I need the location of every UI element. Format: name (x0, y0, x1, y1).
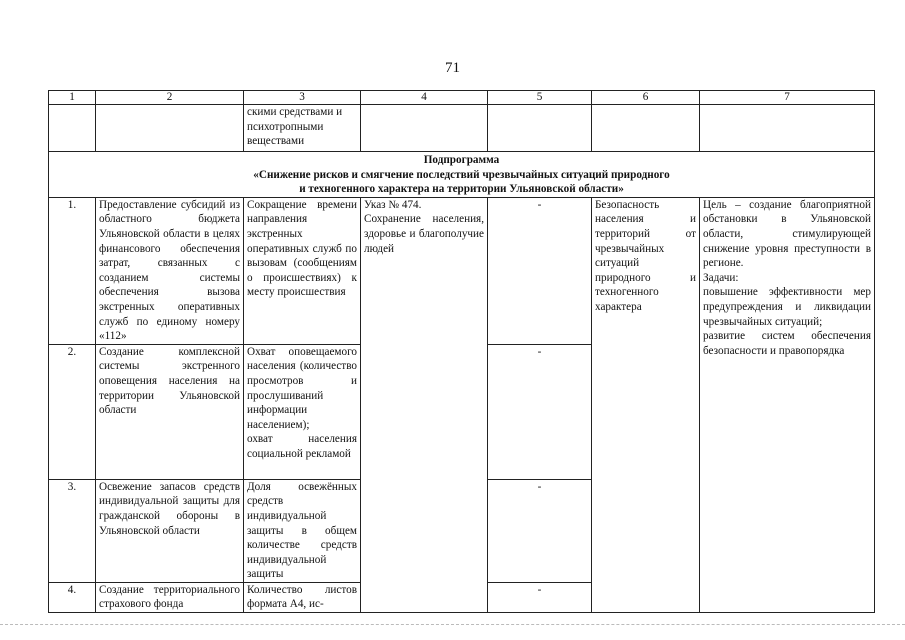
measure-cell: Предоставление субсидий из областного бюджета Ульяновской области в целях финансового обеспечения затрат, связанных с созданием системы обеспечения вызова экстренных оперативных служб по единому номеру «112» (96, 197, 244, 344)
subprogram-name-line: и техногенного характера на территории Ульяновской области» (299, 183, 624, 196)
table-cell (488, 105, 592, 152)
page-cut-edge (0, 624, 905, 629)
national-goal: Сохранение населения, здоровье и благополучие людей (364, 213, 484, 255)
indicator-text: Охват оповещаемого населения (количество просмотров и прослушиваний информации населением); (247, 345, 357, 431)
row-number: 1. (49, 197, 96, 344)
column-number: 6 (592, 91, 700, 105)
column-number-row (49, 91, 875, 105)
value-cell: - (488, 344, 592, 479)
page-number: 71 (445, 60, 460, 76)
indicator-cell: Количество листов формата А4, ис- (244, 582, 361, 612)
subprogram-name-line: «Снижение рисков и смягчение последствий чрезвычайных ситуаций природного (253, 168, 670, 181)
table-row (49, 197, 875, 344)
row-number: 3. (49, 479, 96, 582)
column-number: 3 (244, 91, 361, 105)
row-number: 4. (49, 582, 96, 612)
subprogram-title (49, 152, 875, 198)
task-item: развитие систем обеспечения безопасности и правопорядка (703, 330, 871, 357)
measure-cell: Создание территориального страхового фонда (96, 582, 244, 612)
tasks-label: Задачи: (703, 271, 739, 284)
column-number: 2 (96, 91, 244, 105)
value-cell: - (488, 582, 592, 612)
measure-cell: Освежение запасов средств индивидуальной защиты для гражданской обороны в Ульяновской области (96, 479, 244, 582)
strategic-priority-cell: Безопасность населения и территорий от чрезвычайных ситуаций природного и техногенного характера (592, 197, 700, 612)
measure-cell: Создание комплексной системы экстренного оповещения населения на территории Ульяновской области (96, 344, 244, 479)
task-item: повышение эффективности мер предупреждения и ликвидации чрезвычайных ситуаций; (703, 286, 871, 328)
subprogram-heading: Подпрограмма (423, 154, 500, 166)
row-number: 2. (49, 344, 96, 479)
indicator-text: охват населения социальной рекламой (247, 433, 357, 460)
table-cell (96, 105, 244, 152)
continuation-row (49, 105, 875, 152)
program-table (48, 90, 875, 613)
decree-reference: Указ № 474. (364, 198, 422, 211)
table-cell (361, 105, 488, 152)
column-number: 4 (361, 91, 488, 105)
value-cell: - (488, 197, 592, 344)
column-number: 7 (700, 91, 875, 105)
indicator-cell (244, 344, 361, 479)
goal-text: Цель – создание благоприятной обстановки в Ульяновской области, стимулирующей снижение уровня преступности в регионе. (703, 198, 871, 270)
goal-document-cell (361, 197, 488, 612)
indicator-cell: Доля освежённых средств индивидуальной защиты в общем количестве средств индивидуальной защиты (244, 479, 361, 582)
table-cell (700, 105, 875, 152)
value-cell: - (488, 479, 592, 582)
table-cell (592, 105, 700, 152)
indicator-cell: Сокращение времени направления экстренных оперативных служб по вызовам (сообщениям о происшествиях) к месту происшествия (244, 197, 361, 344)
column-number: 1 (49, 91, 96, 105)
continuation-text: скими средствами и психотропными веществами (244, 105, 361, 152)
table-cell (49, 105, 96, 152)
goals-tasks-cell (700, 197, 875, 612)
subprogram-row (49, 152, 875, 198)
column-number: 5 (488, 91, 592, 105)
